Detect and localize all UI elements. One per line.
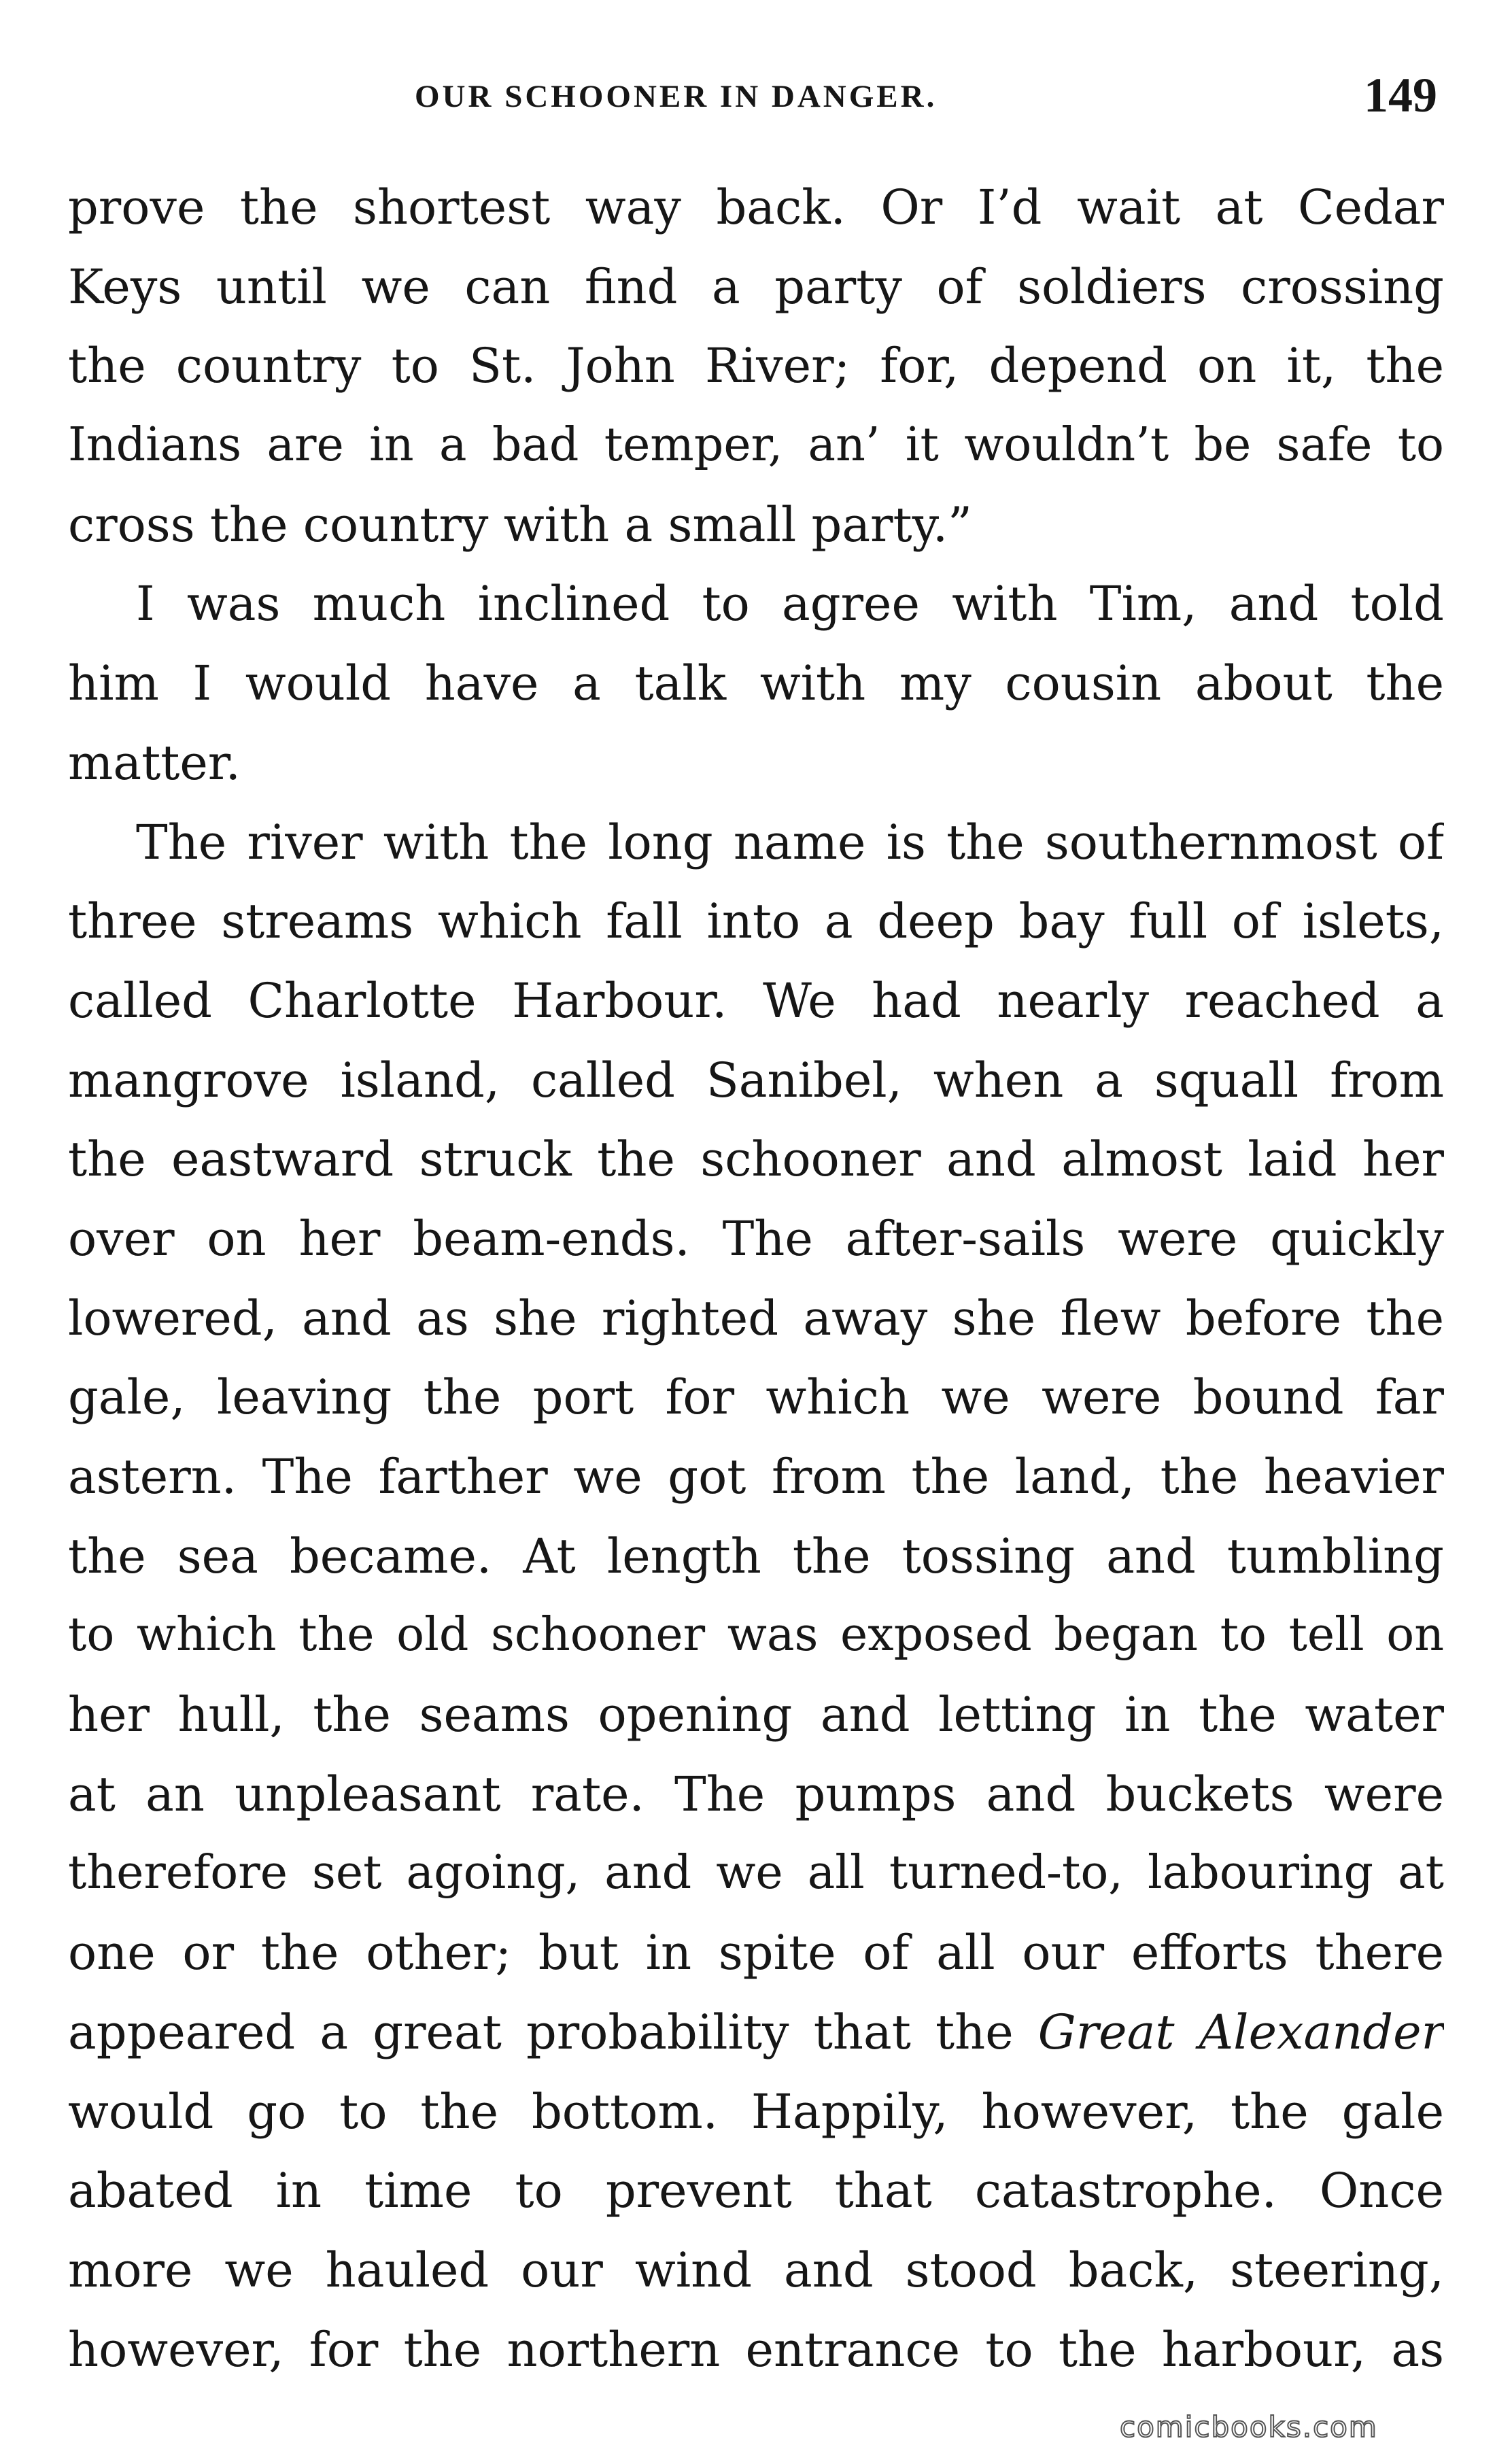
text-line: mangrove island, called Sanibel, when a squall from	[68, 1052, 1444, 1108]
text-line: called Charlotte Harbour. We had nearly reached a	[68, 972, 1444, 1029]
running-title: OUR SCHOONER IN DANGER.	[415, 79, 938, 114]
text-line: Keys until we can find a party of soldiers crossing	[68, 258, 1444, 315]
text-line-with-ship-name	[68, 1993, 1444, 2072]
text-line: to which the old schooner was exposed began to tell on	[68, 1608, 1444, 1662]
text-line: lowered, and as she righted away she flew before the	[68, 1290, 1444, 1346]
text-line: him I would have a talk with my cousin about the	[68, 655, 1444, 712]
text-line: the sea became. At length the tossing and tumbling	[68, 1528, 1444, 1584]
text-line: however, for the northern entrance to the harbour, as	[68, 2321, 1444, 2378]
text-line: abated in time to prevent that catastrophe. Once	[68, 2163, 1444, 2219]
text-line: gale, leaving the port for which we were bound far	[68, 1369, 1444, 1426]
running-head	[0, 68, 1512, 122]
paragraph-first-line: The river with the long name is the southernmost of	[136, 814, 1444, 870]
text-line: astern. The farther we got from the land, the heavier	[68, 1449, 1444, 1505]
text-line: Indians are in a bad temper, an’ it wouldn’t be safe to	[68, 418, 1444, 473]
text-line: one or the other; but in spite of all our efforts there	[68, 1925, 1444, 1981]
text-line: over on her beam-ends. The after-sails were quickly	[68, 1210, 1444, 1267]
text-line: prove the shortest way back. Or I’d wait at Cedar	[68, 179, 1444, 235]
paragraph-first-line: I was much inclined to agree with Tim, and told	[136, 576, 1444, 632]
text-line: matter.	[68, 734, 241, 791]
text-line: would go to the bottom. Happily, however, the gale	[68, 2083, 1444, 2140]
text-line: at an unpleasant rate. The pumps and buckets were	[68, 1766, 1444, 1822]
text-line: the country to St. John River; for, depend on it, the	[68, 338, 1444, 394]
text-line: cross the country with a small party.”	[68, 496, 972, 553]
page-number: 149	[1364, 68, 1437, 122]
body-text	[68, 168, 1444, 2389]
ship-name: Great Alexander	[1037, 2004, 1444, 2060]
text-line: more we hauled our wind and stood back, steering,	[68, 2242, 1444, 2298]
text-line: three streams which fall into a deep bay full of islets,	[68, 893, 1444, 950]
text-line: her hull, the seams opening and letting in the water	[68, 1687, 1444, 1743]
text-line: the eastward struck the schooner and almost laid her	[68, 1131, 1444, 1188]
text-segment: appeared a great probability that the	[68, 2004, 1038, 2060]
watermark: comicbooks.com	[1120, 2410, 1378, 2444]
text-line: therefore set agoing, and we all turned-to, labouring at	[68, 1846, 1444, 1900]
